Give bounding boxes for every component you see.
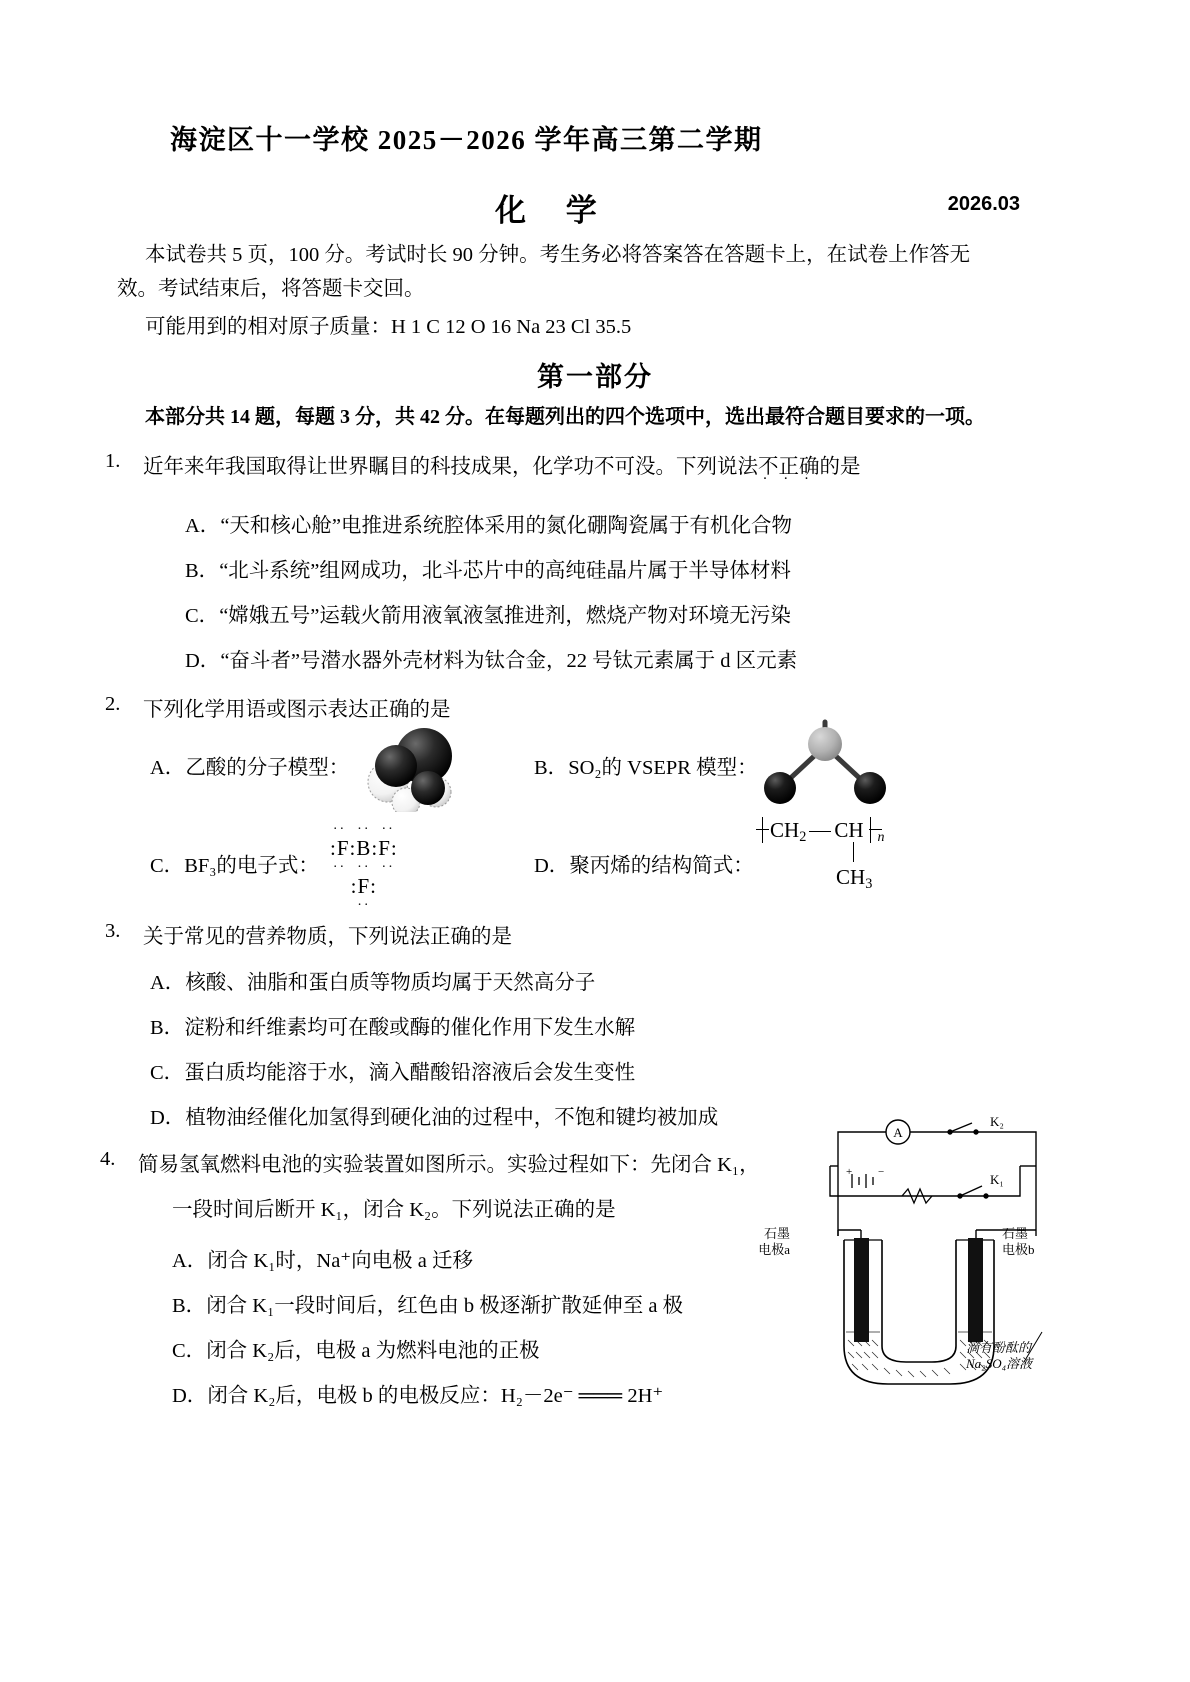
question-2-option-c[interactable]	[150, 848, 319, 878]
lewis-bottom-dots: ··	[357, 898, 371, 913]
option-text: 核酸、油脂和蛋白质等物质均属于天然高分子	[185, 972, 596, 994]
question-2-option-d[interactable]	[534, 848, 754, 878]
lewis-main-row: :F:B:F:	[330, 836, 398, 860]
ammeter-icon	[886, 1120, 910, 1144]
polymer-unit-1: $CH_2$	[770, 818, 807, 845]
solution-label-line2: Na₂SO₄溶液	[966, 1356, 1033, 1371]
option-label: A．	[172, 1250, 208, 1272]
battery-icon	[852, 1174, 873, 1188]
part-one-description: 本部分共 14 题，每题 3 分，共 42 分。在每题列出的四个选项中，选出最符合题目要求的一项。	[145, 406, 985, 428]
option-text: 乙酸的分子模型：	[185, 757, 350, 779]
option-text: 淀粉和纤维素均可在酸或酶的催化作用下发生水解	[184, 1017, 636, 1039]
question-1-option-c[interactable]	[185, 598, 791, 628]
option-label: D．	[534, 855, 570, 877]
option-label: D．	[185, 650, 221, 672]
bracket-right-icon	[864, 817, 878, 843]
question-1-option-d[interactable]	[185, 643, 797, 673]
svg-text:+: +	[846, 1166, 853, 1178]
question-4-option-d[interactable]	[172, 1378, 663, 1408]
option-text: 植物油经催化加氢得到硬化油的过程中，不饱和键均被加成	[185, 1107, 719, 1129]
option-label: D．	[172, 1385, 208, 1407]
question-3-stem: 关于常见的营养物质，下列说法正确的是	[143, 926, 512, 948]
school-title: 海淀区十一学校 2025－2026 学年高三第二学期	[170, 125, 763, 155]
polymer-backbone	[756, 815, 885, 853]
option-text: SO₂的 VSEPR 模型：	[568, 757, 758, 779]
option-text: “嫦娥五号”运载火箭用液氧液氢推进剂，燃烧产物对环境无污染	[219, 605, 791, 627]
graphite-electrode-a	[854, 1238, 869, 1342]
question-1-stem-before: 近年来年我国取得让世界瞩目的科技成果，化学功不可没。下列说法	[143, 456, 758, 478]
option-text: BF₃的电子式：	[184, 855, 319, 877]
polymer-unit-2: CH	[834, 818, 864, 842]
question-1-number: 1.	[105, 450, 121, 472]
subject-title: 化 学	[495, 193, 613, 228]
methyl-branch: $CH_3$	[836, 865, 873, 892]
question-2-number: 2.	[105, 693, 121, 715]
option-label: B．	[534, 757, 569, 779]
polypropylene-structure	[756, 815, 885, 892]
subject-row	[140, 185, 1040, 228]
question-4-option-a[interactable]	[172, 1243, 473, 1273]
option-label: A．	[150, 757, 186, 779]
bond-line	[809, 831, 831, 832]
switch-k2-label: K₂	[990, 1114, 1004, 1129]
option-label: D．	[150, 1107, 186, 1129]
option-label: C．	[185, 605, 220, 627]
option-text: 闭合 K₁一段时间后，红色由 b 极逐渐扩散延伸至 a 极	[206, 1295, 684, 1317]
bf3-lewis-structure	[330, 820, 398, 915]
question-1-option-a[interactable]	[185, 508, 792, 538]
question-1-emphasis: 不正确 · · ·	[758, 456, 820, 478]
bracket-left-icon	[756, 817, 770, 843]
option-label: C．	[150, 855, 185, 877]
option-label: B．	[150, 1017, 185, 1039]
lewis-bottom-row: :F:	[350, 874, 378, 898]
svg-text:A: A	[893, 1125, 903, 1140]
polymer-subscript-n: n	[877, 830, 885, 845]
exam-instructions	[117, 238, 1040, 306]
question-2-stem: 下列化学用语或图示表达正确的是	[143, 699, 451, 721]
svg-text:−: −	[878, 1166, 885, 1178]
electrode-b-label-line1: 石墨	[1002, 1226, 1029, 1241]
exam-date: 2026.03	[947, 193, 1020, 215]
option-text: 闭合 K₂后，电极 b 的电极反应：H₂－2e⁻ ═══ 2H⁺	[207, 1385, 664, 1407]
solution-label	[966, 1340, 1032, 1372]
option-text: “天和核心舱”电推进系统腔体采用的氮化硼陶瓷属于有机化合物	[220, 515, 793, 537]
option-text: “北斗系统”组网成功，北斗芯片中的高纯硅晶片属于半导体材料	[219, 560, 791, 582]
electrode-a-label-line1: 石墨	[763, 1226, 790, 1241]
switch-k1-label: K₁	[990, 1172, 1004, 1187]
fuel-cell-apparatus-figure	[758, 1114, 1070, 1408]
question-3-option-d[interactable]	[150, 1100, 718, 1130]
option-text: 蛋白质均能溶于水，滴入醋酸铅溶液后会发生变性	[184, 1062, 636, 1084]
question-4-option-c[interactable]	[172, 1333, 540, 1363]
option-label: A．	[150, 972, 186, 994]
option-label: C．	[150, 1062, 185, 1084]
option-label: C．	[172, 1340, 207, 1362]
option-text: 闭合 K₂后，电极 a 为燃料电池的正极	[206, 1340, 540, 1362]
so2-vsepr-model	[760, 718, 890, 813]
option-label: A．	[185, 515, 221, 537]
question-4-number: 4.	[100, 1148, 116, 1170]
option-label: B．	[172, 1295, 207, 1317]
part-one-title: 第一部分	[537, 362, 653, 392]
question-4-stem-line-2: 一段时间后断开 K₁，闭合 K₂。下列说法正确的是	[172, 1199, 616, 1221]
vertical-bond	[853, 842, 854, 862]
solution-label-line1: 滴有酚酞的	[966, 1340, 1032, 1355]
question-1-stem	[143, 450, 861, 484]
question-2-option-b[interactable]	[534, 750, 758, 780]
instructions-line-2: 效。考试结束后，将答题卡交回。	[117, 278, 425, 300]
question-1-stem-after: 的是	[819, 456, 861, 478]
atomic-masses: 可能用到的相对原子质量：H 1 C 12 O 16 Na 23 Cl 35.5	[145, 316, 632, 338]
option-text: “奋斗者”号潜水器外壳材料为钛合金，22 号钛元素属于 d 区元素	[220, 650, 798, 672]
question-1-option-b[interactable]	[185, 553, 791, 583]
question-3-option-b[interactable]	[150, 1010, 635, 1040]
question-3-number: 3.	[105, 920, 121, 942]
option-label: B．	[185, 560, 220, 582]
question-2-option-a[interactable]	[150, 750, 349, 780]
electrode-b-label	[1002, 1226, 1035, 1258]
electrode-a-label	[738, 1226, 790, 1258]
option-text: 闭合 K₁时，Na⁺向电极 a 迁移	[207, 1250, 473, 1272]
acetic-acid-space-filling-model	[362, 726, 482, 812]
graphite-electrode-b	[968, 1238, 983, 1342]
electrode-b-label-line2: 电极b	[1002, 1242, 1035, 1257]
question-4-option-b[interactable]	[172, 1288, 683, 1318]
question-4-stem-line-1: 简易氢氧燃料电池的实验装置如图所示。实验过程如下：先闭合 K₁，	[138, 1154, 760, 1176]
option-text: 聚丙烯的结构简式：	[569, 855, 754, 877]
question-3-option-c[interactable]	[150, 1055, 635, 1085]
lewis-mid-dots: ·· ·· ··	[332, 860, 395, 875]
instructions-line-1: 本试卷共 5 页，100 分。考试时长 90 分钟。考生务必将答案答在答题卡上，在试卷上作答无	[145, 244, 971, 266]
lewis-top-dots: ·· ·· ··	[332, 822, 395, 837]
electrode-a-label-line2: 电极a	[758, 1242, 790, 1257]
question-3-option-a[interactable]	[150, 965, 595, 995]
